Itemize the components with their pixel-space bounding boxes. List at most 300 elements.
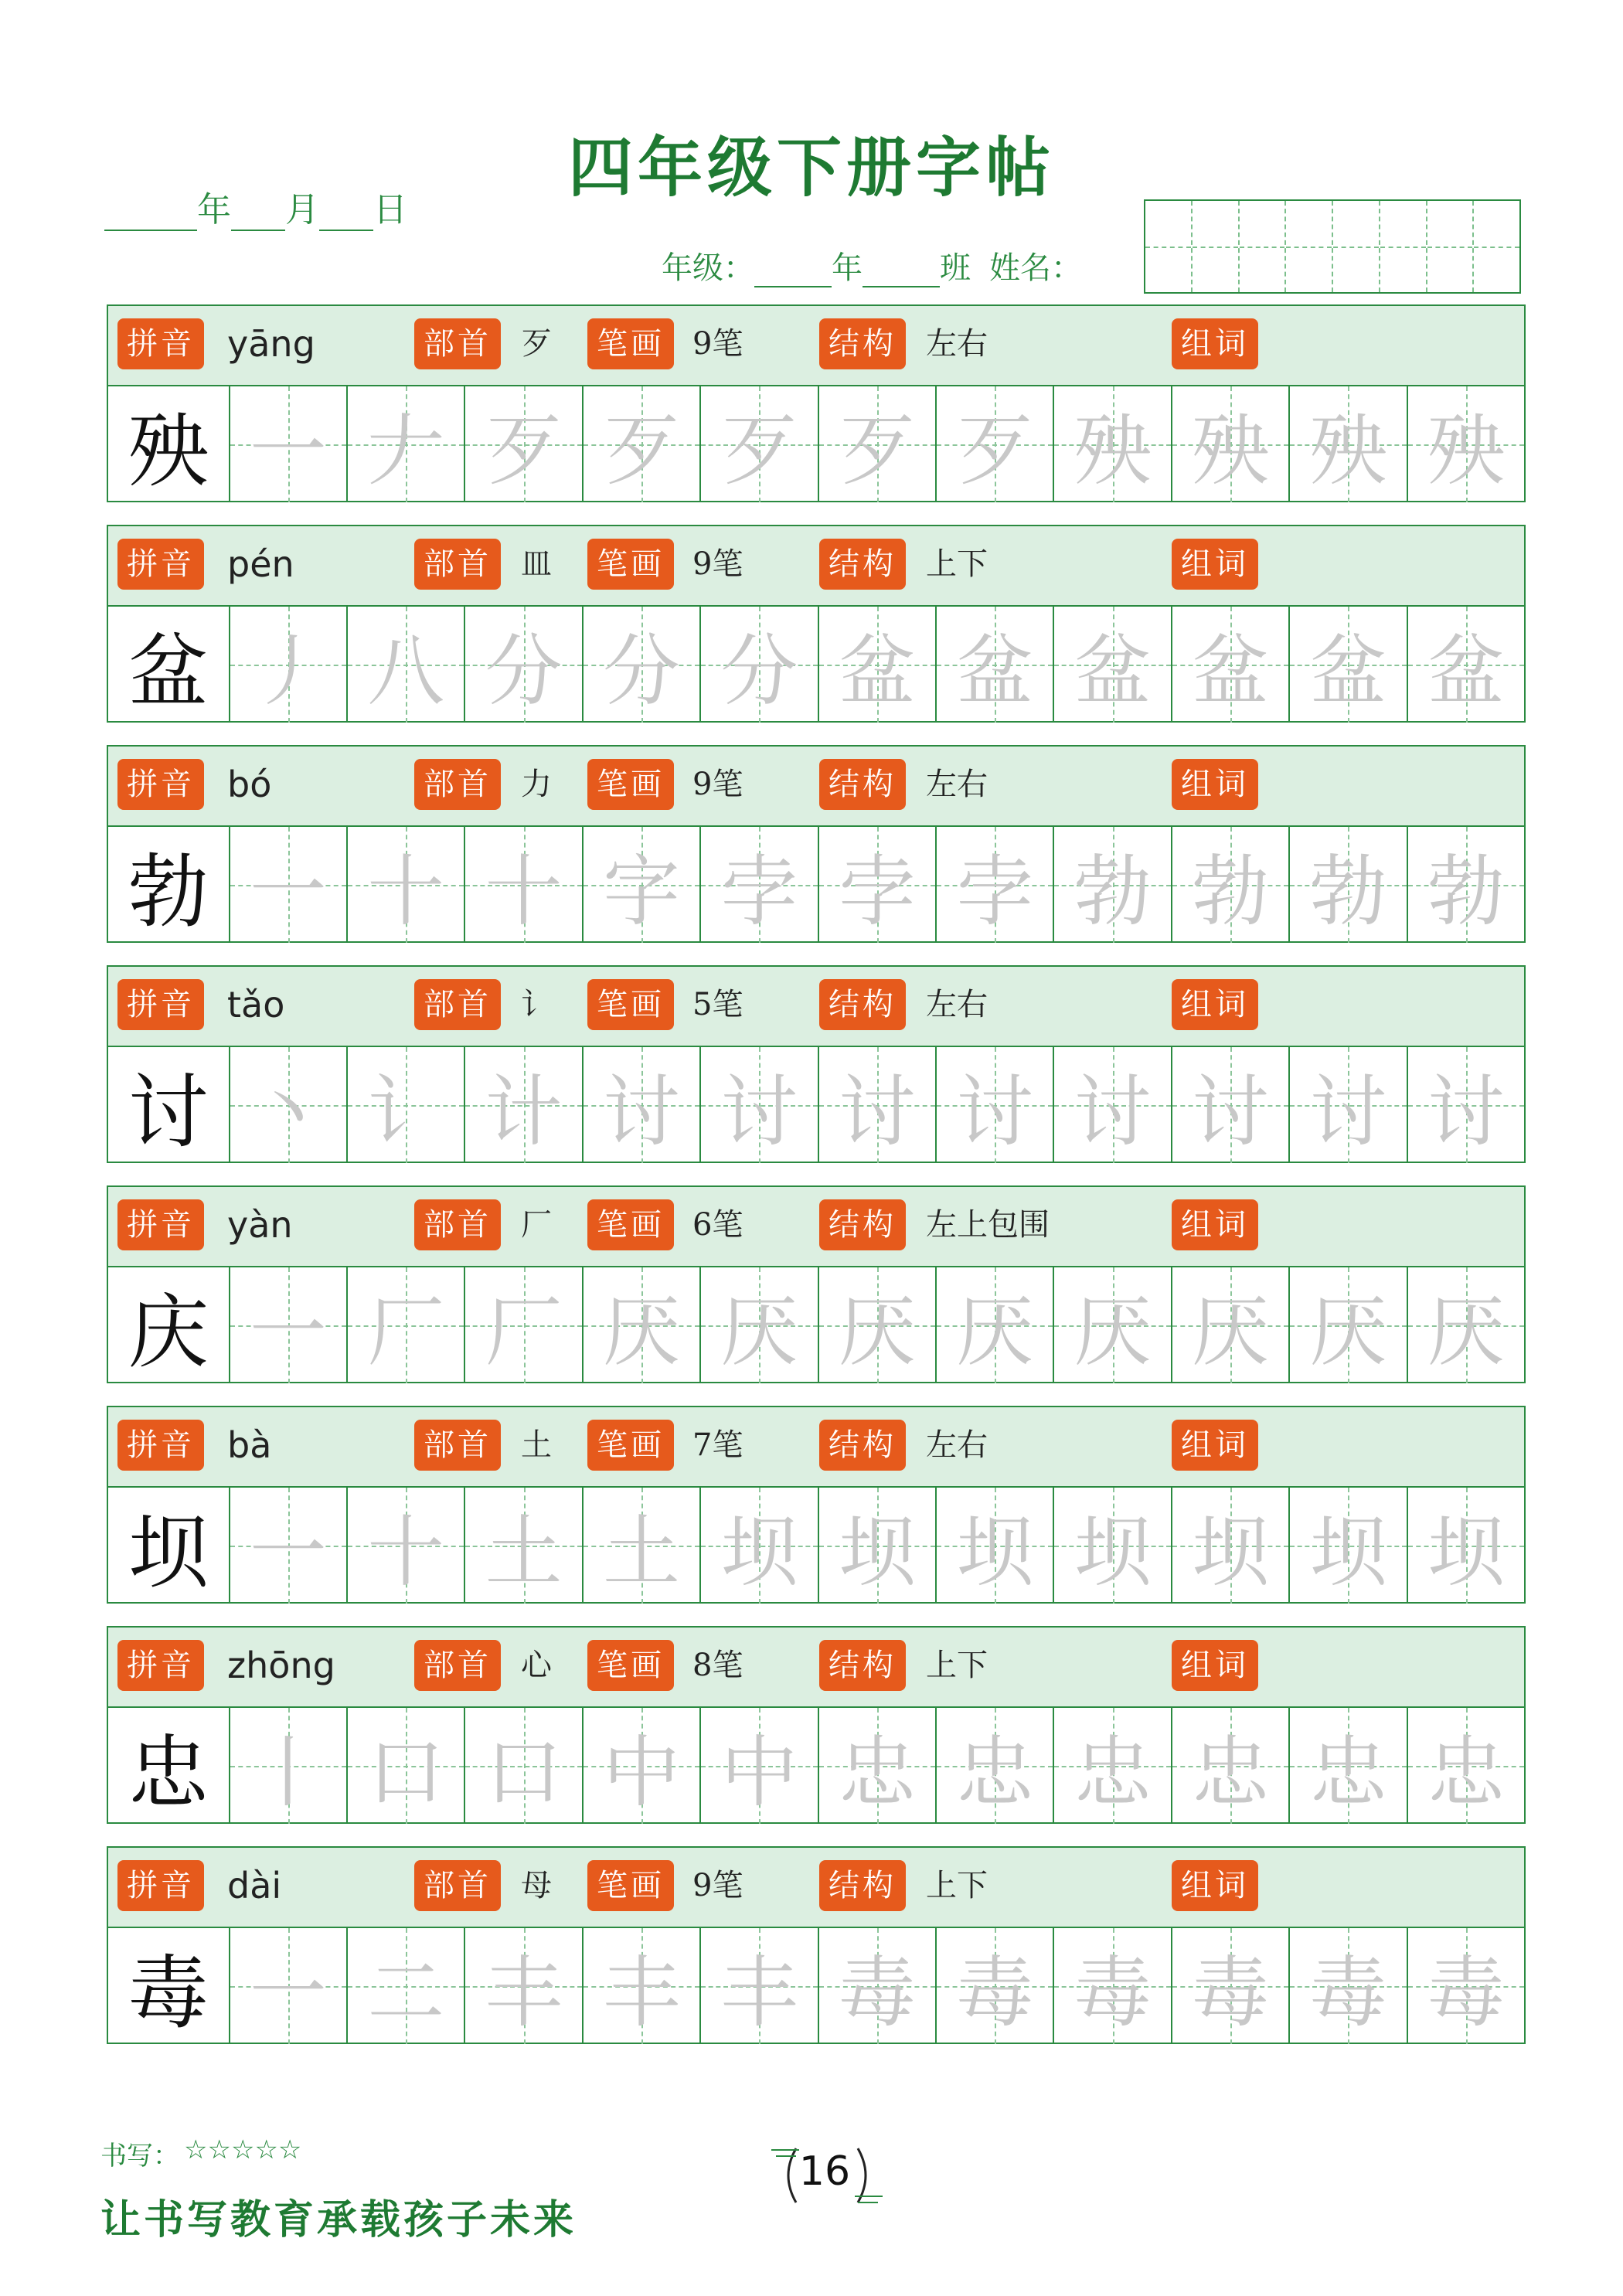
structure-value: 左右: [926, 1427, 988, 1463]
model-character: 勃: [128, 845, 209, 939]
tracing-cell[interactable]: [229, 1928, 346, 2044]
tracing-cell[interactable]: [935, 1047, 1053, 1163]
tracing-cell[interactable]: [935, 386, 1053, 502]
trace-character: 十: [367, 846, 445, 937]
radical-tag: 部首: [414, 1199, 501, 1250]
trace-character: 坝: [1427, 1507, 1505, 1597]
tracing-cell[interactable]: [1171, 607, 1288, 723]
character-info-bar: [108, 747, 1524, 827]
writing-grid: [108, 1047, 1524, 1163]
tracing-cell[interactable]: [1288, 1047, 1406, 1163]
tracing-cell[interactable]: [229, 1488, 346, 1604]
character-info-bar: [108, 1187, 1524, 1267]
trace-character: 十: [485, 846, 563, 937]
trace-character: 坝: [838, 1507, 916, 1597]
words-tag: 组词: [1172, 1860, 1258, 1911]
trace-character: 盆: [1427, 626, 1505, 716]
trace-character: 厌: [1073, 1287, 1152, 1377]
trace-character: 计: [485, 1066, 563, 1157]
writing-grid: [108, 1267, 1524, 1383]
tracing-cell[interactable]: [464, 386, 581, 502]
tracing-cell[interactable]: [1053, 1267, 1170, 1383]
strokes-value: 8笔: [692, 1648, 743, 1683]
tracing-cell[interactable]: [346, 827, 464, 943]
tracing-cell[interactable]: [1053, 1047, 1170, 1163]
pinyin-value: pén: [227, 543, 294, 585]
slogan: 让书写教育承载孩子未来: [100, 2196, 577, 2243]
tracing-cell[interactable]: [346, 1488, 464, 1604]
tracing-cell[interactable]: [699, 386, 817, 502]
tracing-cell[interactable]: [229, 1267, 346, 1383]
tracing-cell[interactable]: [346, 1928, 464, 2044]
character-block: [107, 965, 1526, 1163]
model-character-cell: [108, 607, 229, 723]
model-character: 庆: [128, 1285, 209, 1379]
character-block: [107, 1406, 1526, 1604]
model-character-cell: [108, 386, 229, 502]
tracing-cell[interactable]: [346, 386, 464, 502]
trace-character: 殃: [1427, 406, 1505, 496]
strokes-tag: 笔画: [587, 539, 674, 590]
tracing-cell[interactable]: [699, 1708, 817, 1824]
radical-tag: 部首: [414, 979, 501, 1030]
pinyin-tag: 拼音: [117, 1420, 204, 1471]
trace-character: 讨: [1073, 1066, 1152, 1157]
tracing-cell[interactable]: [1053, 1928, 1170, 2044]
structure-tag: 结构: [819, 759, 906, 810]
day-label: 日: [373, 190, 407, 230]
tracing-cell[interactable]: [935, 827, 1053, 943]
model-character-cell: [108, 1928, 229, 2044]
strokes-tag: 笔画: [587, 1860, 674, 1911]
trace-character: 土: [603, 1507, 681, 1597]
tracing-cell[interactable]: [818, 1488, 935, 1604]
radical-value: 心: [521, 1648, 552, 1683]
radical-value: 力: [521, 767, 552, 802]
trace-character: 毒: [1427, 1947, 1505, 2038]
pinyin-tag: 拼音: [117, 1640, 204, 1691]
tracing-cell[interactable]: [935, 1488, 1053, 1604]
model-character: 毒: [128, 1946, 209, 2040]
class-blank[interactable]: [863, 249, 940, 287]
tracing-cell[interactable]: [1171, 1928, 1288, 2044]
grade-label: 年级：: [662, 250, 754, 286]
tracing-cell[interactable]: [346, 1267, 464, 1383]
radical-tag: 部首: [414, 318, 501, 369]
words-tag: 组词: [1172, 759, 1258, 810]
strokes-value: 9笔: [692, 326, 743, 362]
radical-tag: 部首: [414, 1860, 501, 1911]
trace-character: 殃: [1309, 406, 1387, 496]
structure-value: 左右: [926, 767, 988, 802]
tracing-cell[interactable]: [346, 1047, 464, 1163]
tracing-cell[interactable]: [699, 1047, 817, 1163]
tracing-cell[interactable]: [935, 1267, 1053, 1383]
pinyin-value: zhōng: [227, 1645, 335, 1686]
model-character: 坝: [128, 1505, 209, 1600]
tracing-cell[interactable]: [582, 1928, 699, 2044]
year-blank[interactable]: [104, 192, 197, 231]
strokes-value: 7笔: [692, 1427, 743, 1463]
trace-character: 分: [485, 626, 563, 716]
trace-character: 勃: [1309, 846, 1387, 937]
pinyin-value: bó: [227, 764, 272, 805]
trace-character: 忠: [1309, 1727, 1387, 1818]
trace-character: 忠: [956, 1727, 1034, 1818]
tracing-cell[interactable]: [1407, 386, 1524, 502]
tracing-cell[interactable]: [699, 1267, 817, 1383]
tracing-cell[interactable]: [582, 1047, 699, 1163]
structure-tag: 结构: [819, 979, 906, 1030]
page-number: 16: [798, 2148, 851, 2195]
tracing-cell[interactable]: [229, 1708, 346, 1824]
trace-character: 殃: [1192, 406, 1270, 496]
character-info-bar: [108, 526, 1524, 607]
tracing-cell[interactable]: [818, 607, 935, 723]
strokes-value: 9笔: [692, 767, 743, 802]
tracing-cell[interactable]: [699, 1488, 817, 1604]
pinyin-value: yàn: [227, 1204, 293, 1246]
tracing-cell[interactable]: [1053, 386, 1170, 502]
tracing-cell[interactable]: [699, 1928, 817, 2044]
strokes-tag: 笔画: [587, 979, 674, 1030]
tracing-cell[interactable]: [1171, 1708, 1288, 1824]
trace-character: 讠: [367, 1066, 445, 1157]
trace-character: 毒: [838, 1947, 916, 2038]
name-label: 姓名：: [989, 250, 1082, 286]
tracing-cell[interactable]: [1171, 827, 1288, 943]
words-tag: 组词: [1172, 1640, 1258, 1691]
tracing-cell[interactable]: [1407, 1488, 1524, 1604]
trace-character: 盆: [1309, 626, 1387, 716]
strokes-value: 6笔: [692, 1207, 743, 1243]
day-blank[interactable]: [319, 192, 373, 231]
tracing-cell[interactable]: [935, 1708, 1053, 1824]
trace-character: 讨: [1309, 1066, 1387, 1157]
model-character: 盆: [128, 624, 209, 719]
tracing-cell[interactable]: [699, 607, 817, 723]
trace-character: 厌: [1427, 1287, 1505, 1377]
trace-character: 坝: [720, 1507, 798, 1597]
tracing-cell[interactable]: [818, 1708, 935, 1824]
trace-character: 忠: [1427, 1727, 1505, 1818]
radical-tag: 部首: [414, 1640, 501, 1691]
model-character-cell: [108, 1488, 229, 1604]
trace-character: 殃: [1073, 406, 1152, 496]
tracing-cell[interactable]: [1053, 827, 1170, 943]
strokes-tag: 笔画: [587, 759, 674, 810]
structure-value: 左右: [926, 326, 988, 362]
trace-character: 口: [485, 1727, 563, 1818]
trace-character: 坝: [1309, 1507, 1387, 1597]
trace-character: 讨: [603, 1066, 681, 1157]
structure-value: 左右: [926, 987, 988, 1022]
tracing-cell[interactable]: [229, 1047, 346, 1163]
tracing-cell[interactable]: [1053, 1708, 1170, 1824]
tracing-cell[interactable]: [1407, 827, 1524, 943]
tracing-cell[interactable]: [464, 827, 581, 943]
tracing-cell[interactable]: [582, 1267, 699, 1383]
character-block: [107, 1846, 1526, 2044]
trace-character: 盆: [1192, 626, 1270, 716]
strokes-value: 9笔: [692, 1868, 743, 1903]
pinyin-value: yāng: [227, 323, 315, 365]
character-info-bar: [108, 967, 1524, 1047]
grade-blank[interactable]: [754, 249, 832, 287]
trace-character: 忠: [1073, 1727, 1152, 1818]
tracing-cell[interactable]: [1407, 1047, 1524, 1163]
words-tag: 组词: [1172, 1420, 1258, 1471]
trace-character: 孛: [956, 846, 1034, 937]
class-year-label: 年: [832, 250, 863, 286]
tracing-cell[interactable]: [1171, 1047, 1288, 1163]
trace-character: 分: [603, 626, 681, 716]
trace-character: 丨: [249, 1727, 327, 1818]
radical-value: 土: [521, 1427, 552, 1463]
tracing-cell[interactable]: [1288, 1267, 1406, 1383]
tracing-cell[interactable]: [229, 607, 346, 723]
tracing-cell[interactable]: [818, 1047, 935, 1163]
trace-character: 坝: [956, 1507, 1034, 1597]
strokes-tag: 笔画: [587, 1640, 674, 1691]
tracing-cell[interactable]: [1288, 1928, 1406, 2044]
tracing-cell[interactable]: [464, 607, 581, 723]
trace-character: 讨: [1427, 1066, 1505, 1157]
tracing-cell[interactable]: [818, 386, 935, 502]
trace-character: 土: [485, 1507, 563, 1597]
structure-tag: 结构: [819, 1420, 906, 1471]
structure-tag: 结构: [819, 1640, 906, 1691]
trace-character: 一: [249, 1507, 327, 1597]
tracing-cell[interactable]: [346, 1708, 464, 1824]
trace-character: 歹: [485, 406, 563, 496]
trace-character: 歹: [720, 406, 798, 496]
trace-character: 一: [249, 1947, 327, 2038]
words-tag: 组词: [1172, 1199, 1258, 1250]
trace-character: 歹: [838, 406, 916, 496]
pinyin-value: bà: [227, 1424, 272, 1466]
character-info-bar: [108, 306, 1524, 386]
radical-value: 讠: [521, 987, 552, 1022]
pinyin-tag: 拼音: [117, 539, 204, 590]
trace-character: 讨: [838, 1066, 916, 1157]
radical-tag: 部首: [414, 539, 501, 590]
trace-character: 毒: [1309, 1947, 1387, 2038]
trace-character: 讨: [720, 1066, 798, 1157]
trace-character: 丰: [603, 1947, 681, 2038]
trace-character: 厌: [1192, 1287, 1270, 1377]
tracing-cell[interactable]: [1407, 1708, 1524, 1824]
tracing-cell[interactable]: [935, 607, 1053, 723]
month-label: 月: [285, 190, 319, 230]
writing-grid: [108, 1708, 1524, 1824]
tracing-cell[interactable]: [582, 827, 699, 943]
structure-value: 上下: [926, 1648, 988, 1683]
tracing-cell[interactable]: [1171, 1488, 1288, 1604]
trace-character: 中: [720, 1727, 798, 1818]
character-info-bar: [108, 1848, 1524, 1928]
character-block: [107, 1185, 1526, 1383]
trace-character: 盆: [1073, 626, 1152, 716]
structure-value: 上下: [926, 546, 988, 582]
structure-tag: 结构: [819, 1199, 906, 1250]
radical-tag: 部首: [414, 1420, 501, 1471]
tracing-cell[interactable]: [1288, 1488, 1406, 1604]
tracing-cell[interactable]: [699, 827, 817, 943]
tracing-cell[interactable]: [1407, 1928, 1524, 2044]
trace-character: 忠: [838, 1727, 916, 1818]
structure-tag: 结构: [819, 1860, 906, 1911]
tracing-cell[interactable]: [464, 1928, 581, 2044]
pinyin-tag: 拼音: [117, 1199, 204, 1250]
trace-character: 厌: [838, 1287, 916, 1377]
tracing-cell[interactable]: [818, 827, 935, 943]
tracing-cell[interactable]: [229, 827, 346, 943]
tracing-cell[interactable]: [1407, 607, 1524, 723]
pinyin-value: tǎo: [227, 984, 285, 1026]
writing-label: 书写：: [100, 2141, 179, 2172]
character-info-bar: [108, 1407, 1524, 1488]
tracing-cell[interactable]: [464, 1267, 581, 1383]
trace-character: 十: [367, 1507, 445, 1597]
pinyin-tag: 拼音: [117, 979, 204, 1030]
tracing-cell[interactable]: [464, 1708, 581, 1824]
pinyin-value: dài: [227, 1865, 282, 1907]
tracing-cell[interactable]: [1407, 1267, 1524, 1383]
structure-value: 左上包围: [926, 1207, 1050, 1243]
writing-grid: [108, 1928, 1524, 2044]
strokes-tag: 笔画: [587, 1199, 674, 1250]
tracing-cell[interactable]: [1053, 1488, 1170, 1604]
tracing-cell[interactable]: [818, 1267, 935, 1383]
character-block: [107, 1626, 1526, 1824]
model-character: 讨: [128, 1065, 209, 1159]
tracing-cell[interactable]: [582, 1708, 699, 1824]
pinyin-tag: 拼音: [117, 1860, 204, 1911]
trace-character: 盆: [956, 626, 1034, 716]
trace-character: 𠂇: [367, 406, 445, 496]
character-block: [107, 745, 1526, 943]
tracing-cell[interactable]: [346, 607, 464, 723]
trace-character: 毒: [1192, 1947, 1270, 2038]
trace-character: 一: [249, 1287, 327, 1377]
model-character: 殃: [128, 404, 209, 498]
trace-character: 分: [720, 626, 798, 716]
structure-tag: 结构: [819, 318, 906, 369]
tracing-cell[interactable]: [1288, 386, 1406, 502]
trace-character: 孛: [838, 846, 916, 937]
trace-character: 丿: [249, 626, 327, 716]
trace-character: 盆: [838, 626, 916, 716]
trace-character: 厌: [603, 1287, 681, 1377]
trace-character: 歹: [956, 406, 1034, 496]
trace-character: 讨: [956, 1066, 1034, 1157]
trace-character: 讨: [1192, 1066, 1270, 1157]
trace-character: 厌: [720, 1287, 798, 1377]
radical-value: 母: [521, 1868, 552, 1903]
strokes-tag: 笔画: [587, 318, 674, 369]
trace-character: 一: [249, 406, 327, 496]
radical-value: 厂: [521, 1207, 552, 1243]
trace-character: 勃: [1427, 846, 1505, 937]
writing-grid: [108, 1488, 1524, 1604]
strokes-value: 9笔: [692, 546, 743, 582]
character-block: [107, 304, 1526, 502]
trace-character: 中: [603, 1727, 681, 1818]
strokes-tag: 笔画: [587, 1420, 674, 1471]
tracing-cell[interactable]: [1171, 1267, 1288, 1383]
pinyin-tag: 拼音: [117, 759, 204, 810]
radical-value: 皿: [521, 546, 552, 582]
trace-character: 勃: [1073, 846, 1152, 937]
trace-character: 坝: [1073, 1507, 1152, 1597]
tracing-cell[interactable]: [1288, 1708, 1406, 1824]
character-info-bar: [108, 1628, 1524, 1708]
tracing-cell[interactable]: [935, 1928, 1053, 2044]
tracing-cell[interactable]: [582, 1488, 699, 1604]
words-tag: 组词: [1172, 979, 1258, 1030]
trace-character: 口: [367, 1727, 445, 1818]
model-character-cell: [108, 1047, 229, 1163]
pinyin-tag: 拼音: [117, 318, 204, 369]
tracing-cell[interactable]: [464, 1488, 581, 1604]
model-character: 忠: [128, 1726, 209, 1820]
trace-character: 厂: [367, 1287, 445, 1377]
class-label: 班: [940, 250, 971, 286]
trace-character: 厌: [1309, 1287, 1387, 1377]
writing-grid: [108, 827, 1524, 943]
strokes-value: 5笔: [692, 987, 743, 1022]
date-fields: [104, 182, 407, 231]
model-character-cell: [108, 827, 229, 943]
tracing-cell[interactable]: [229, 386, 346, 502]
trace-character: 歹: [603, 406, 681, 496]
writing-grid: [108, 607, 1524, 723]
trace-character: 八: [367, 626, 445, 716]
model-character-cell: [108, 1708, 229, 1824]
structure-tag: 结构: [819, 539, 906, 590]
tracing-cell[interactable]: [1288, 827, 1406, 943]
character-block: [107, 525, 1526, 723]
class-fields: [662, 243, 1082, 287]
star-rating[interactable]: ☆☆☆☆☆: [184, 2134, 302, 2165]
writing-rating: [100, 2134, 301, 2172]
trace-character: 坝: [1192, 1507, 1270, 1597]
radical-value: 歹: [521, 326, 552, 362]
tracing-cell[interactable]: [1053, 607, 1170, 723]
words-tag: 组词: [1172, 539, 1258, 590]
trace-character: 丶: [249, 1066, 327, 1157]
trace-character: 勃: [1192, 846, 1270, 937]
trace-character: 丰: [720, 1947, 798, 2038]
trace-character: 忠: [1192, 1727, 1270, 1818]
tracing-cell[interactable]: [1288, 607, 1406, 723]
tracing-cell[interactable]: [582, 386, 699, 502]
trace-character: 字: [603, 846, 681, 937]
trace-character: 毒: [956, 1947, 1034, 2038]
name-writing-grid[interactable]: [1144, 199, 1521, 294]
month-blank[interactable]: [231, 192, 285, 231]
trace-character: 丰: [485, 1947, 563, 2038]
tracing-cell[interactable]: [582, 607, 699, 723]
trace-character: 一: [249, 846, 327, 937]
trace-character: 厌: [956, 1287, 1034, 1377]
tracing-cell[interactable]: [1171, 386, 1288, 502]
words-tag: 组词: [1172, 318, 1258, 369]
trace-character: 二: [367, 1947, 445, 2038]
tracing-cell[interactable]: [818, 1928, 935, 2044]
tracing-cell[interactable]: [464, 1047, 581, 1163]
